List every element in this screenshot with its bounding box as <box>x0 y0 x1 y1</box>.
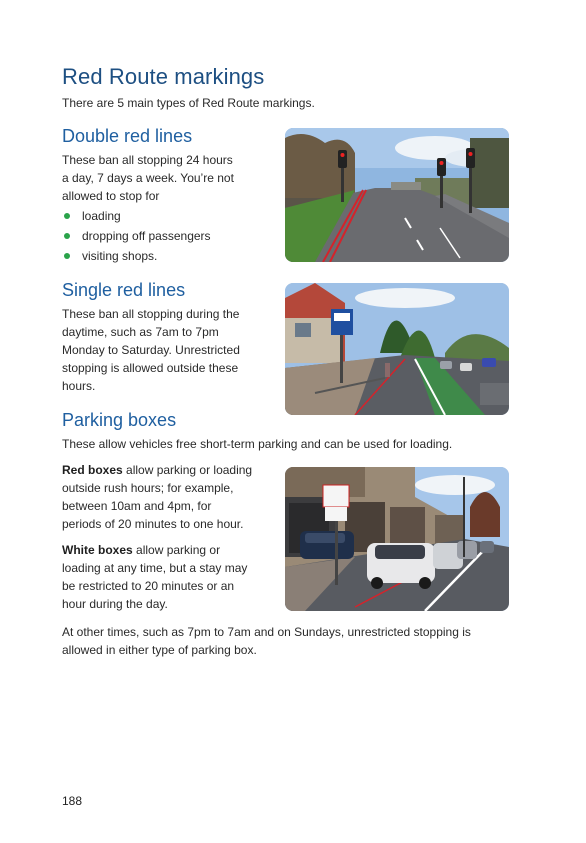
text-line: allow parking or loading <box>122 463 253 477</box>
parking-boxes-outro <box>62 623 471 659</box>
text-line: periods of 20 minutes to one hour. <box>62 517 244 531</box>
red-boxes-text <box>62 461 252 533</box>
page-title: Red Route markings <box>62 64 265 89</box>
intro-text: There are 5 main types of Red Route markings. <box>62 96 315 110</box>
text-line: allowed to stop for <box>62 189 160 203</box>
text-line: At other times, such as 7pm to 7am and on Sundays, unrestricted stopping is <box>62 625 471 639</box>
list-item <box>62 207 211 227</box>
bullet-dot <box>64 213 70 219</box>
page-number: 188 <box>62 794 83 808</box>
parking-boxes-heading: Parking boxes <box>62 410 177 430</box>
white-boxes-text <box>62 541 247 613</box>
text-line: hour during the day. <box>62 597 168 611</box>
text-line: These ban all stopping 24 hours <box>62 153 233 167</box>
single-red-lines-heading: Single red lines <box>62 280 186 300</box>
parking-boxes-intro: These allow vehicles free short-term parking and can be used for loading. <box>62 437 453 451</box>
list-item <box>62 247 211 267</box>
double-red-lines-photo <box>285 128 509 262</box>
text-line: outside rush hours; for example, <box>62 481 234 495</box>
text-line: hours. <box>62 379 96 393</box>
double-red-lines-heading: Double red lines <box>62 126 193 146</box>
text-line: daytime, such as 7am to 7pm <box>62 325 219 339</box>
text-line: be restricted to 20 minutes or an <box>62 579 235 593</box>
bullet-label: visiting shops. <box>82 249 158 263</box>
double-red-lines-bullets <box>62 207 211 267</box>
text-line: stopping is allowed outside these <box>62 361 239 375</box>
bullet-dot <box>64 253 70 259</box>
single-red-lines-photo <box>285 283 509 415</box>
text-line: between 10am and 4pm, for <box>62 499 212 513</box>
bullet-label: dropping off passengers <box>82 229 211 243</box>
text-line: Monday to Saturday. Unrestricted <box>62 343 240 357</box>
text-line: allow parking or <box>132 543 221 557</box>
red-boxes-label: Red boxes <box>62 463 123 477</box>
single-red-lines-text <box>62 305 240 395</box>
parking-boxes-photo <box>285 467 509 611</box>
list-item <box>62 227 211 247</box>
white-boxes-label: White boxes <box>62 543 133 557</box>
double-red-lines-text <box>62 151 234 205</box>
bullet-dot <box>64 233 70 239</box>
text-line: allowed in either type of parking box. <box>62 643 257 657</box>
bullet-label: loading <box>82 209 121 223</box>
text-line: These ban all stopping during the <box>62 307 240 321</box>
text-line: a day, 7 days a week. You’re not <box>62 171 234 185</box>
text-line: loading at any time, but a stay may <box>62 561 248 575</box>
